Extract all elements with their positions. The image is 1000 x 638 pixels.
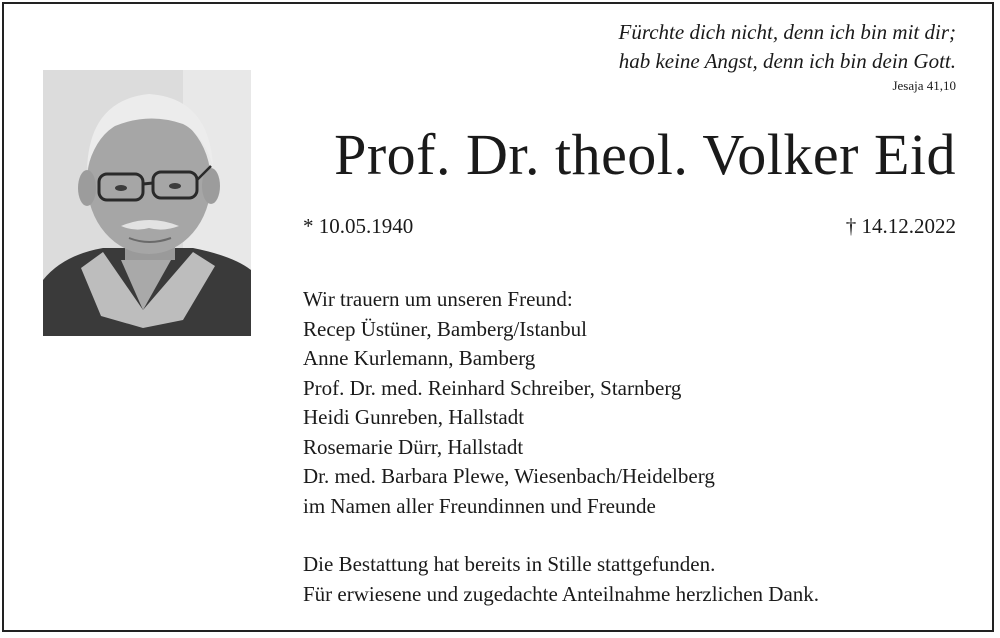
- closing-text: [303, 550, 819, 609]
- verse-line-1: Fürchte dich nicht, denn ich bin mit dir;: [618, 20, 956, 44]
- verse-reference: Jesaja 41,10: [892, 78, 956, 93]
- death-date: † 14.12.2022: [845, 214, 956, 238]
- mourner-line: Prof. Dr. med. Reinhard Schreiber, Starnberg: [303, 375, 682, 400]
- deceased-name: Prof. Dr. theol. Volker Eid: [334, 122, 956, 187]
- mourner-line: Anne Kurlemann, Bamberg: [303, 346, 536, 370]
- verse-line-2: hab keine Angst, denn ich bin dein Gott.: [618, 49, 956, 73]
- mourners-list: [303, 285, 715, 521]
- closing-line-1: Die Bestattung hat bereits in Stille stattgefunden.: [303, 552, 716, 576]
- mourners-outro: im Namen aller Freundinnen und Freunde: [303, 493, 656, 518]
- mourners-intro: Wir trauern um unseren Freund:: [303, 287, 573, 311]
- portrait-photo: [43, 70, 251, 336]
- mourner-line: Dr. med. Barbara Plewe, Wiesenbach/Heidelberg: [303, 464, 715, 488]
- birth-date: * 10.05.1940: [303, 214, 414, 238]
- mourner-line: Rosemarie Dürr, Hallstadt: [303, 434, 524, 459]
- mourner-line: Recep Üstüner, Bamberg/Istanbul: [303, 316, 587, 341]
- closing-line-2: Für erwiesene und zugedachte Anteilnahme herzlichen Dank.: [303, 581, 820, 606]
- bible-verse: [619, 18, 957, 76]
- mourner-line: Heidi Gunreben, Hallstadt: [303, 405, 525, 429]
